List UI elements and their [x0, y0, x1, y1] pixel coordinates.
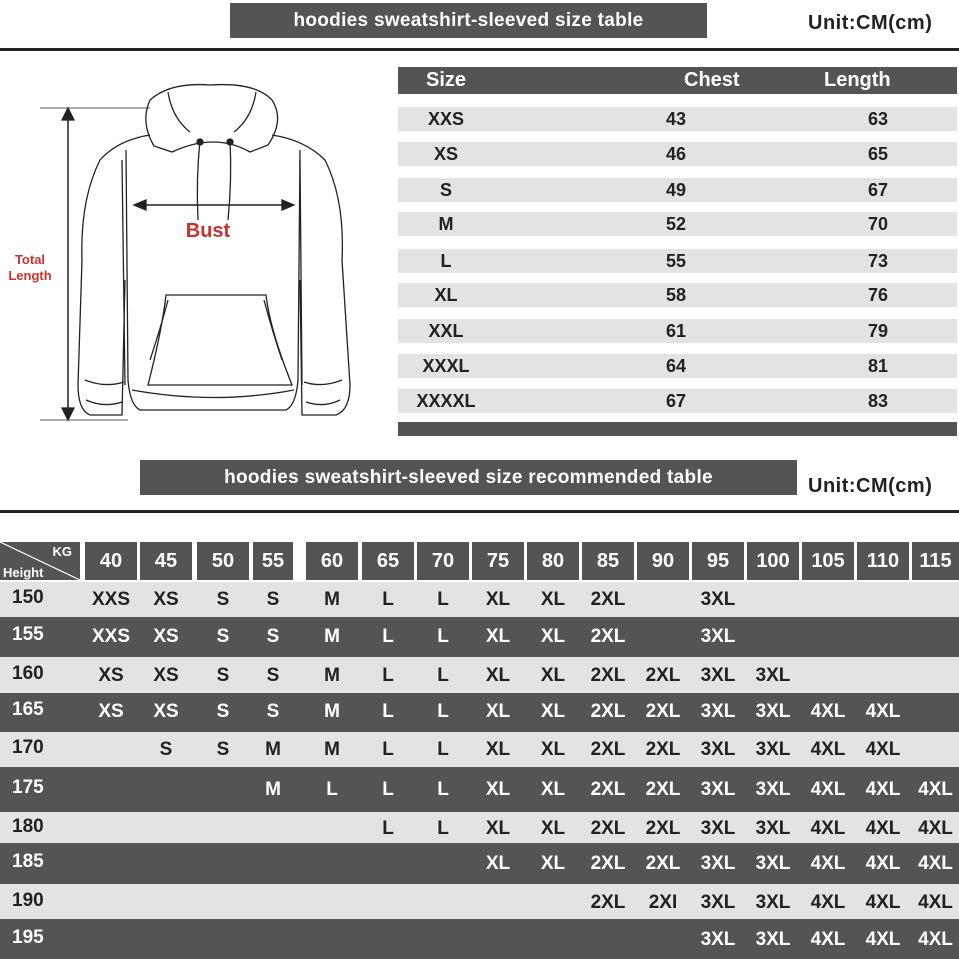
chest-cell: 64 — [666, 355, 687, 376]
size-recommendation-cell: 2XL — [590, 853, 626, 874]
size-recommendation-cell: XXS — [91, 589, 131, 610]
chest-cell: 61 — [666, 320, 687, 341]
size-recommendation-cell: L — [382, 779, 394, 800]
size-recommendation-cell: XL — [540, 739, 566, 760]
size-recommendation-cell: 3XL — [700, 779, 736, 800]
size-recommendation-cell: 2XL — [645, 739, 681, 760]
size-recommendation-cell: 3XL — [700, 665, 736, 686]
size-recommendation-cell: 3XL — [755, 701, 791, 722]
size-recommendation-cell: 3XL — [755, 779, 791, 800]
size-recommendation-cell: 4XL — [810, 892, 846, 913]
height-row — [0, 767, 959, 812]
size-recommendation-cell: 3XL — [700, 626, 736, 647]
length-cell: 65 — [868, 143, 889, 164]
size-recommendation-cell: 2XL — [590, 626, 626, 647]
length-cell: 79 — [868, 320, 889, 341]
size-recommendation-cell: M — [324, 589, 340, 610]
size-table-row — [398, 389, 957, 413]
length-cell: 73 — [868, 250, 889, 271]
size-recommendation-cell: S — [216, 589, 230, 610]
recommended-table-unit: Unit:CM(cm) — [808, 475, 933, 497]
size-recommendation-cell: XL — [540, 665, 566, 686]
size-recommendation-cell: 4XL — [810, 853, 846, 874]
size-cell: XXXL — [422, 355, 470, 376]
size-recommendation-cell: 3XL — [755, 818, 791, 839]
total-length-label — [0, 252, 60, 284]
size-recommendation-cell: XS — [153, 701, 179, 722]
size-recommendation-cell: 4XL — [810, 779, 846, 800]
size-recommendation-cell: 2XL — [590, 818, 626, 839]
chest-cell: 67 — [666, 390, 687, 411]
size-recommendation-cell: 4XL — [918, 892, 953, 913]
size-recommendation-cell: 4XL — [865, 779, 901, 800]
size-recommendation-cell: 4XL — [918, 818, 953, 839]
size-recommendation-cell: L — [382, 626, 394, 647]
size-recommendation-cell: XL — [540, 626, 566, 647]
size-recommendation-cell: S — [216, 665, 230, 686]
height-row — [0, 919, 959, 959]
height-row — [0, 884, 959, 919]
height-row — [0, 843, 959, 884]
size-recommendation-cell: 2XL — [645, 779, 681, 800]
size-recommendation-cell: S — [266, 589, 280, 610]
size-cell: XXS — [427, 108, 465, 129]
height-label: 160 — [12, 663, 44, 684]
size-recommendation-cell: XL — [485, 818, 511, 839]
chest-cell: 55 — [666, 250, 687, 271]
length-cell: 81 — [868, 355, 889, 376]
size-recommendation-cell: S — [216, 626, 230, 647]
size-recommendation-cell: M — [324, 701, 340, 722]
kg-header: 80 — [527, 542, 579, 580]
size-cell: XXL — [428, 320, 464, 341]
size-recommendation-cell: XL — [540, 779, 566, 800]
kg-header: 100 — [747, 542, 799, 580]
size-recommendation-cell: L — [437, 779, 449, 800]
chest-cell: 58 — [666, 284, 687, 305]
size-recommendation-cell: 2XL — [590, 739, 626, 760]
kg-header: 110 — [857, 542, 909, 580]
corner-header — [0, 542, 80, 580]
header-size: Size — [425, 69, 467, 91]
height-label: 150 — [12, 587, 44, 608]
size-recommendation-cell: XL — [540, 853, 566, 874]
size-recommendation-cell: 2XL — [645, 818, 681, 839]
size-table-unit: Unit:CM(cm) — [808, 12, 933, 34]
middle-divider — [0, 510, 959, 513]
size-recommendation-cell: 4XL — [865, 739, 901, 760]
height-row — [0, 732, 959, 767]
size-recommendation-cell: XS — [98, 665, 124, 686]
size-recommendation-cell: XXS — [91, 626, 131, 647]
size-table-row — [398, 212, 957, 236]
size-recommendation-cell: 4XL — [918, 929, 953, 950]
height-label: 170 — [12, 737, 44, 758]
height-label: 190 — [12, 890, 44, 911]
height-row — [0, 693, 959, 732]
size-recommendation-cell: L — [437, 626, 449, 647]
kg-header: 45 — [140, 542, 192, 580]
size-table-row — [398, 354, 957, 378]
size-recommendation-cell: XS — [153, 589, 179, 610]
size-cell: XS — [433, 143, 458, 164]
size-recommendation-cell: 4XL — [865, 853, 901, 874]
size-recommendation-cell: S — [266, 701, 280, 722]
height-label: 180 — [12, 816, 44, 837]
total-length-line2: Length — [8, 268, 52, 283]
size-recommendation-cell: M — [324, 739, 340, 760]
height-row — [0, 812, 959, 843]
kg-header: 60 — [306, 542, 358, 580]
size-recommendation-cell: L — [437, 589, 449, 610]
length-cell: 67 — [868, 179, 889, 200]
kg-header: 85 — [582, 542, 634, 580]
kg-header: 50 — [197, 542, 249, 580]
size-recommendation-cell: L — [437, 665, 449, 686]
size-recommendation-cell: 3XL — [755, 892, 791, 913]
recommended-table — [0, 537, 959, 959]
size-recommendation-cell: S — [216, 701, 230, 722]
size-recommendation-cell: M — [265, 739, 281, 760]
size-recommendation-cell: XL — [540, 701, 566, 722]
height-row — [0, 582, 959, 617]
size-recommendation-cell: L — [382, 739, 394, 760]
size-table-header — [398, 67, 957, 94]
size-cell: M — [438, 213, 454, 234]
size-recommendation-cell: 4XL — [810, 739, 846, 760]
bust-label: Bust — [185, 220, 231, 242]
kg-header: 55 — [253, 542, 293, 580]
size-recommendation-cell: 3XL — [700, 818, 736, 839]
size-recommendation-cell: M — [324, 665, 340, 686]
size-recommendation-cell: L — [437, 818, 449, 839]
size-recommendation-cell: 3XL — [755, 665, 791, 686]
size-recommendation-cell: XL — [485, 779, 511, 800]
size-recommendation-cell: L — [382, 701, 394, 722]
size-recommendation-cell: XL — [540, 589, 566, 610]
height-row — [0, 657, 959, 693]
height-label: 155 — [12, 624, 44, 645]
size-table-row — [398, 283, 957, 307]
corner-kg-label: KG — [52, 544, 72, 559]
size-recommendation-cell: L — [326, 779, 338, 800]
kg-header: 115 — [912, 542, 959, 580]
chest-cell: 52 — [666, 213, 687, 234]
size-recommendation-cell: S — [159, 739, 173, 760]
size-cell: S — [439, 179, 452, 200]
chest-cell: 43 — [666, 108, 687, 129]
size-recommendation-cell: 3XL — [700, 701, 736, 722]
size-recommendation-cell: S — [216, 739, 230, 760]
size-recommendation-cell: 2XL — [590, 701, 626, 722]
chest-cell: 46 — [666, 143, 687, 164]
size-recommendation-cell: XL — [485, 589, 511, 610]
size-recommendation-cell: 4XL — [865, 929, 901, 950]
size-recommendation-cell: L — [437, 739, 449, 760]
size-recommendation-cell: XS — [153, 626, 179, 647]
size-recommendation-cell: 2XL — [590, 665, 626, 686]
total-length-line1: Total — [14, 252, 46, 267]
size-recommendation-cell: L — [382, 818, 394, 839]
size-recommendation-cell: 3XL — [755, 929, 791, 950]
size-recommendation-cell: XS — [153, 665, 179, 686]
size-recommendation-cell: 3XL — [700, 739, 736, 760]
size-recommendation-cell: 3XL — [755, 853, 791, 874]
size-recommendation-cell: XL — [485, 665, 511, 686]
kg-header: 40 — [85, 542, 137, 580]
size-recommendation-cell: 2XL — [590, 892, 626, 913]
size-table-row — [398, 249, 957, 273]
size-recommendation-cell: XL — [485, 701, 511, 722]
size-recommendation-cell: 2XL — [590, 589, 626, 610]
size-cell: XL — [434, 284, 458, 305]
size-cell: L — [440, 250, 452, 271]
size-recommendation-cell: L — [382, 665, 394, 686]
kg-header: 75 — [472, 542, 524, 580]
header-chest: Chest — [684, 69, 740, 91]
corner-height-label: Height — [3, 565, 44, 580]
size-recommendation-cell: 3XL — [700, 589, 736, 610]
length-cell: 70 — [868, 213, 889, 234]
size-recommendation-cell: L — [437, 701, 449, 722]
size-recommendation-cell: 2XL — [645, 701, 681, 722]
kg-header: 65 — [362, 542, 414, 580]
size-recommendation-cell: 4XL — [865, 818, 901, 839]
size-recommendation-cell: XL — [540, 818, 566, 839]
size-recommendation-cell: 3XL — [755, 739, 791, 760]
height-label: 165 — [12, 699, 44, 720]
size-recommendation-cell: 4XL — [918, 853, 953, 874]
hoodie-figure — [0, 60, 380, 440]
recommended-table-title: hoodies sweatshirt-sleeved size recommended table — [140, 460, 797, 495]
size-table-row — [398, 142, 957, 166]
size-recommendation-cell: 2XL — [590, 779, 626, 800]
size-recommendation-cell: 2XL — [645, 665, 681, 686]
size-recommendation-cell: XL — [485, 626, 511, 647]
size-recommendation-cell: XL — [485, 739, 511, 760]
size-recommendation-cell: 3XL — [700, 892, 736, 913]
size-recommendation-cell: 3XL — [700, 853, 736, 874]
size-recommendation-cell: 4XL — [865, 701, 901, 722]
size-recommendation-cell: S — [266, 626, 280, 647]
size-recommendation-cell: 4XL — [810, 818, 846, 839]
hoodie-illustration — [0, 60, 380, 440]
size-recommendation-cell: L — [382, 589, 394, 610]
chest-cell: 49 — [666, 179, 687, 200]
length-cell: 76 — [868, 284, 889, 305]
kg-header: 105 — [802, 542, 854, 580]
kg-header: 70 — [417, 542, 469, 580]
size-table-footer-bar — [398, 422, 957, 436]
kg-header: 90 — [637, 542, 689, 580]
size-recommendation-cell: S — [266, 665, 280, 686]
size-cell: XXXXL — [416, 390, 476, 411]
length-cell: 63 — [868, 108, 889, 129]
header-length: Length — [824, 69, 891, 91]
size-table-row — [398, 178, 957, 202]
size-recommendation-cell: XL — [485, 853, 511, 874]
length-cell: 83 — [868, 390, 889, 411]
size-recommendation-cell: 3XL — [700, 929, 736, 950]
size-recommendation-cell: 2XI — [648, 892, 678, 913]
size-recommendation-cell: M — [265, 779, 281, 800]
size-recommendation-cell: 4XL — [865, 892, 901, 913]
size-table-title: hoodies sweatshirt-sleeved size table — [230, 3, 707, 38]
height-row — [0, 617, 959, 657]
size-recommendation-cell: 4XL — [810, 701, 846, 722]
size-recommendation-cell: XS — [98, 701, 124, 722]
kg-header: 95 — [692, 542, 744, 580]
size-recommendation-cell: 4XL — [810, 929, 846, 950]
top-divider — [0, 48, 959, 51]
size-table-row — [398, 319, 957, 343]
size-table-row — [398, 107, 957, 131]
size-recommendation-cell: 4XL — [918, 779, 953, 800]
height-label: 175 — [12, 777, 44, 798]
size-recommendation-cell: 2XL — [645, 853, 681, 874]
size-recommendation-cell: M — [324, 626, 340, 647]
height-label: 195 — [12, 927, 44, 948]
height-label: 185 — [12, 851, 44, 872]
